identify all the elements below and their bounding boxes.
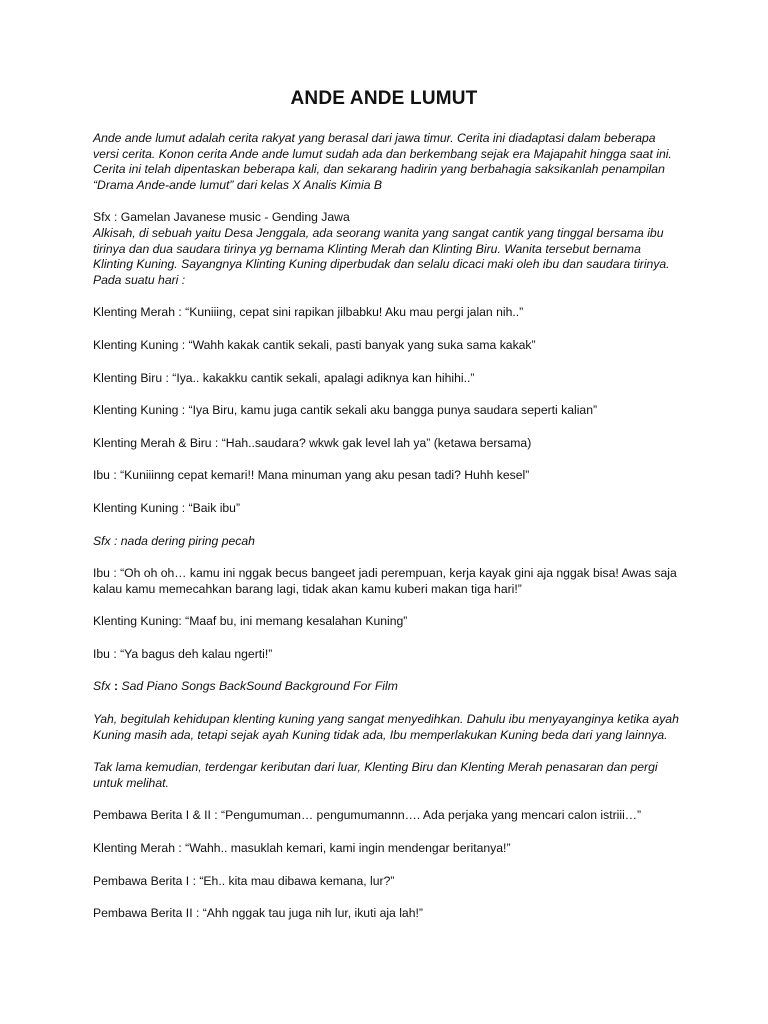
intro-paragraph: Ande ande lumut adalah cerita rakyat yang berasal dari jawa timur. Cerita ini diadaptasi dalam beberapa versi cerita. Konon cerita Ande ande lumut sudah ada dan berkembang sejak era Majapahit hingga saat ini. Cerita ini telah dipentaskan beberapa kali, dan sekarang hadirin yang berbahagia saksikanlah penampilan “Drama Ande-ande lumut” dari kelas X Analis Kimia B: [93, 131, 672, 192]
narration-paragraph-2: Yah, begitulah kehidupan klenting kuning yang sangat menyedihkan. Dahulu ibu menyayanginya ketika ayah Kuning masih ada, tetapi sejak ayah Kuning tidak ada, Ibu memperlakukan Kuning beda dari yang lainnya.: [93, 712, 679, 742]
dialogue-line-1: Klenting Merah : “Kuniiing, cepat sini rapikan jilbabku! Aku mau pergi jalan nih..”: [93, 305, 524, 320]
narration-paragraph-3: Tak lama kemudian, terdengar keributan dari luar, Klenting Biru dan Klenting Merah penasaran dan pergi untuk melihat.: [93, 760, 658, 790]
sfx-piring: Sfx : nada dering piring pecah: [93, 533, 255, 548]
dialogue-line-8: Ibu : “Oh oh oh… kamu ini nggak becus bangeet jadi perempuan, kerja kayak gini aja nggak bisa! Awas saja kalau kamu memecahkan barang lagi, tidak akan kamu kuberi makan tiga hari!”: [93, 566, 677, 596]
dialogue-line-2: Klenting Kuning : “Wahh kakak cantik sekali, pasti banyak yang suka sama kakak”: [93, 337, 536, 352]
document-title: ANDE ANDE LUMUT: [290, 88, 478, 109]
document-body: [93, 131, 683, 939]
dialogue-line-12: Klenting Merah : “Wahh.. masuklah kemari, kami ingin mendengar beritanya!”: [93, 841, 511, 856]
sfx-piano-colon: :: [110, 679, 122, 694]
dialogue-line-13: Pembawa Berita I : “Eh.. kita mau dibawa kemana, lur?”: [93, 873, 395, 888]
sfx-piano-text: Sad Piano Songs BackSound Background For Film: [121, 679, 398, 694]
dialogue-line-4: Klenting Kuning : “Iya Biru, kamu juga cantik sekali aku bangga punya saudara seperti kalian”: [93, 403, 598, 418]
dialogue-line-5: Klenting Merah & Biru : “Hah..saudara? wkwk gak level lah ya” (ketawa bersama): [93, 435, 532, 450]
dialogue-line-7: Klenting Kuning : “Baik ibu”: [93, 500, 241, 515]
dialogue-line-10: Ibu : “Ya bagus deh kalau ngerti!”: [93, 646, 273, 661]
narration-paragraph-1: Alkisah, di sebuah yaitu Desa Jenggala, ada seorang wanita yang sangat cantik yang tinggal bersama ibu tirinya dan dua saudara tirinya yg bernama Klinting Merah dan Klinting Biru. Wanita tersebut bernama Klinting Kuning. Sayangnya Klinting Kuning diperbudak dan selalu dicaci maki oleh ibu dan saudara tirinya. Pada suatu hari :: [93, 225, 670, 287]
dialogue-line-14: Pembawa Berita II : “Ahh nggak tau juga nih lur, ikuti aja lah!”: [93, 906, 423, 921]
sfx-piano: [93, 679, 683, 695]
dialogue-line-11: Pembawa Berita I & II : “Pengumuman… pengumumannn…. Ada perjaka yang mencari calon istriii…”: [93, 808, 642, 823]
dialogue-line-6: Ibu : “Kuniiinng cepat kemari!! Mana minuman yang aku pesan tadi? Huhh kesel”: [93, 468, 530, 483]
dialogue-line-3: Klenting Biru : “Iya.. kakakku cantik sekali, apalagi adiknya kan hihihi..”: [93, 370, 475, 385]
sfx-gamelan: Sfx : Gamelan Javanese music - Gending Jawa: [93, 210, 350, 225]
sfx-piano-label: Sfx: [93, 679, 111, 694]
dialogue-line-9: Klenting Kuning: “Maaf bu, ini memang kesalahan Kuning”: [93, 614, 408, 629]
